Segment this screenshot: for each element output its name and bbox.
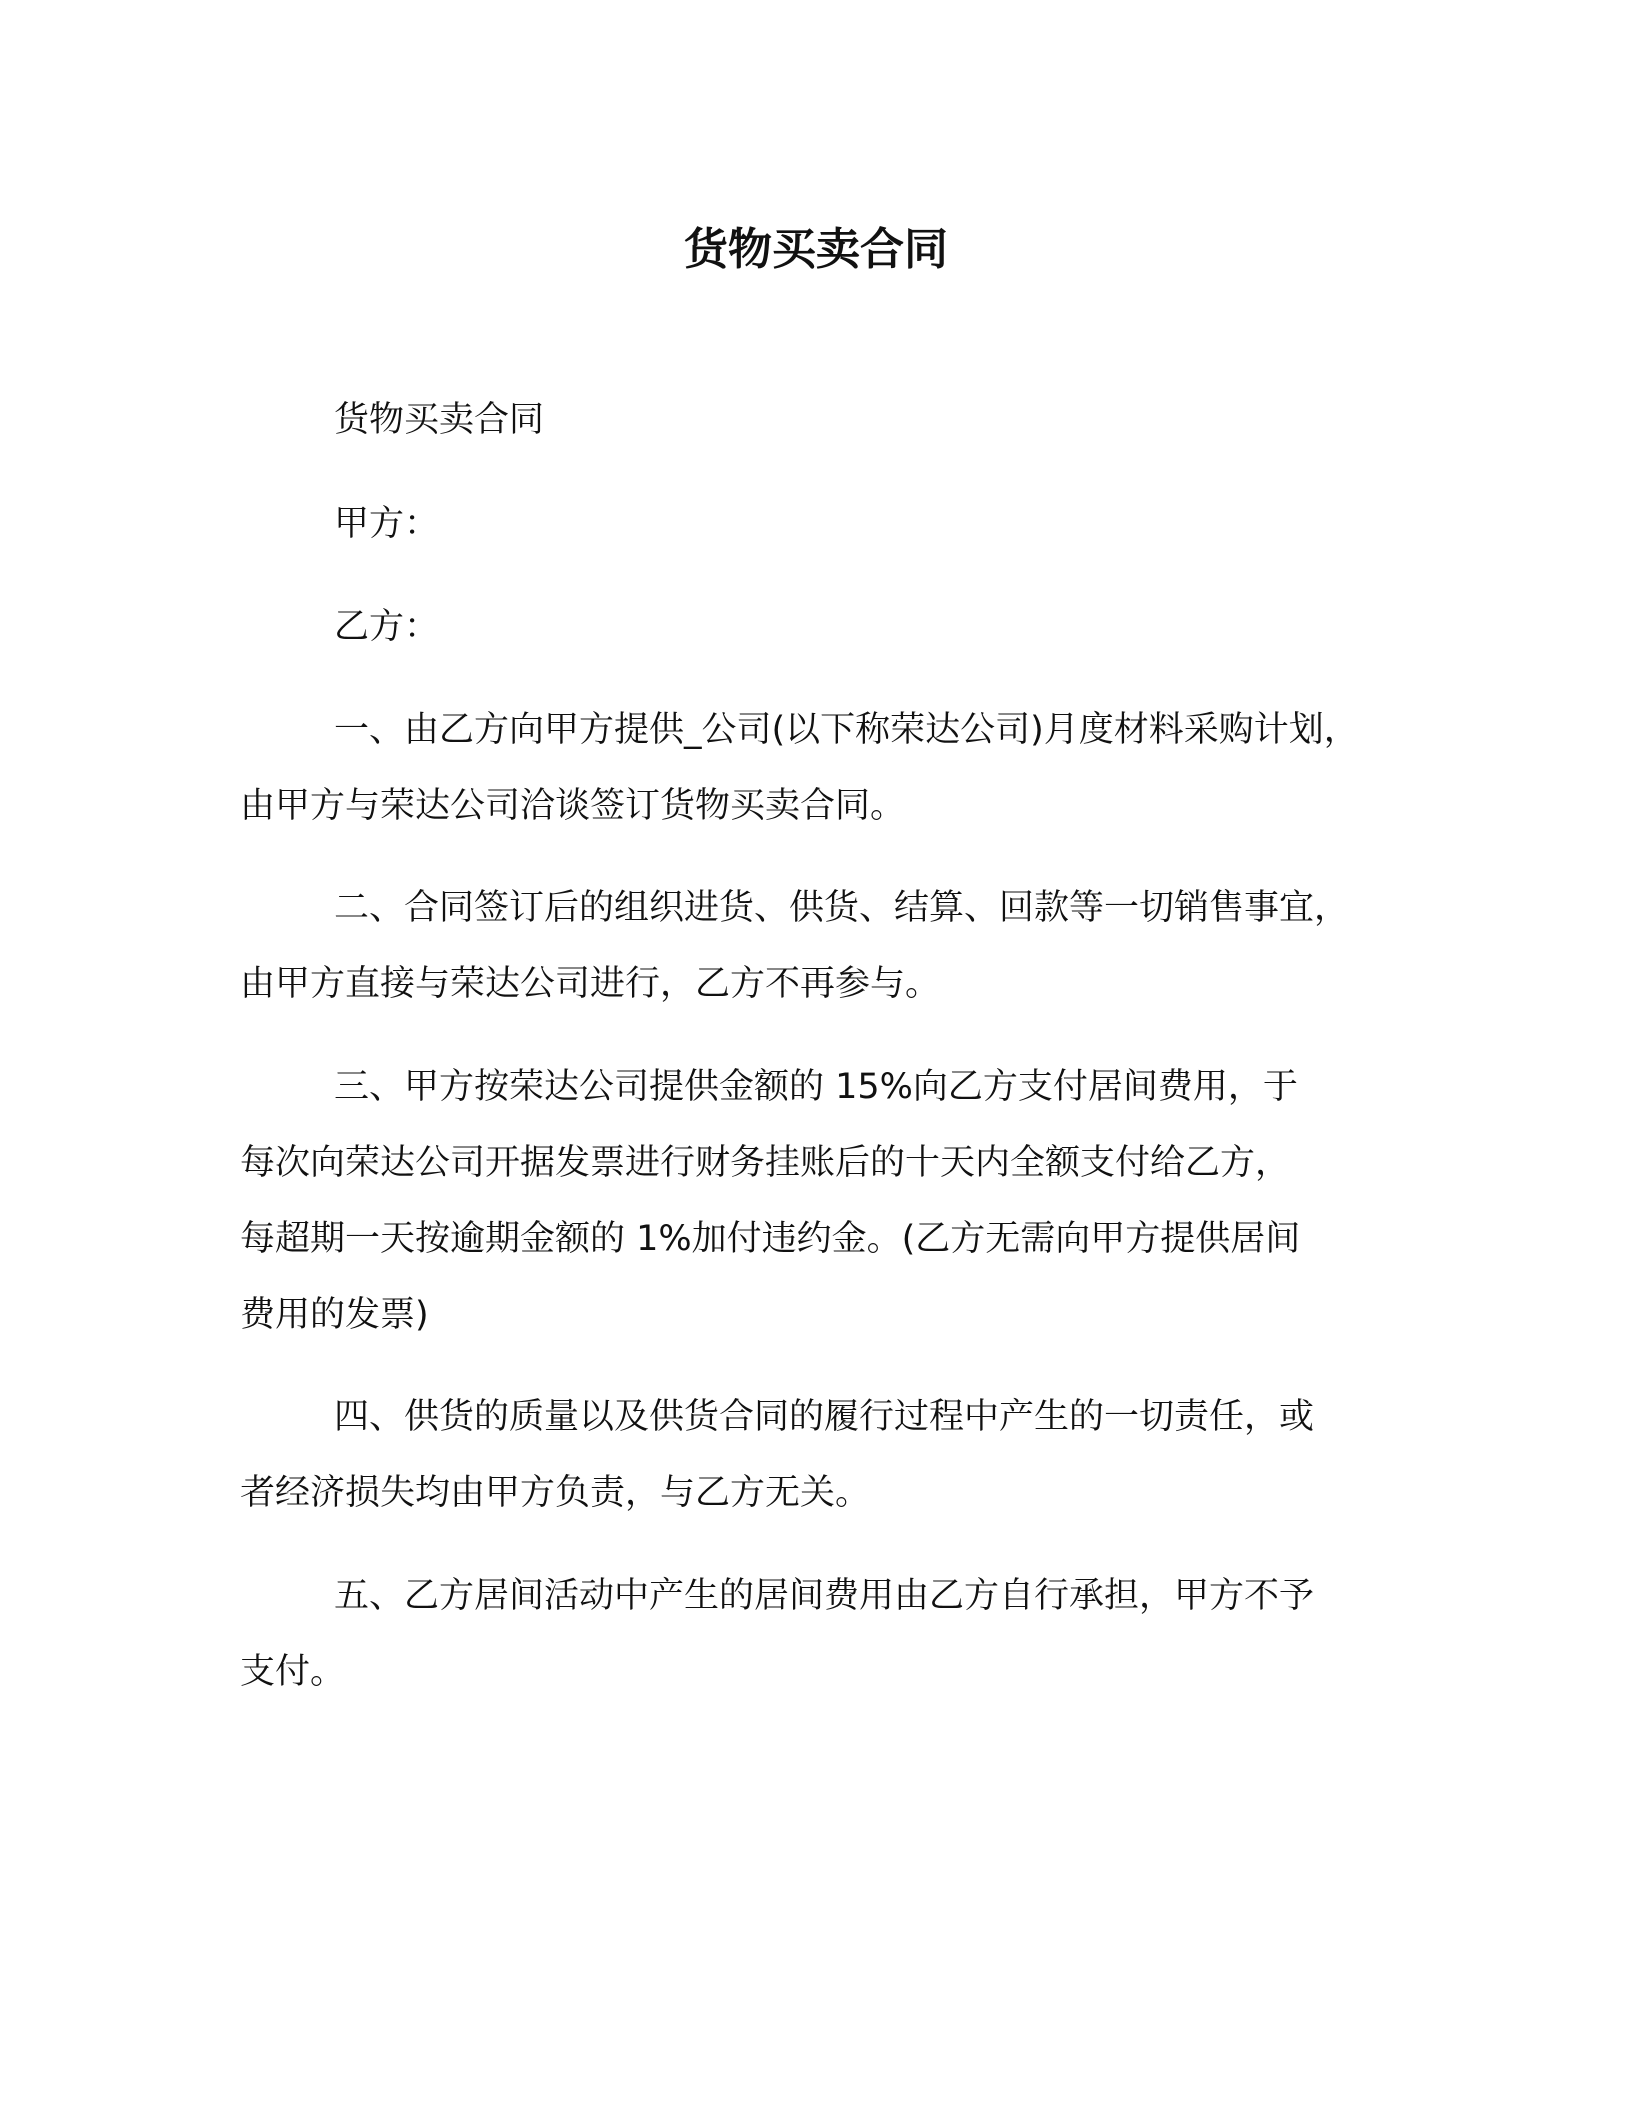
clause-1-line-1: 一、由乙方向甲方提供_公司(以下称荣达公司)月度材料采购计划， <box>334 710 1359 750</box>
clause-1-line-2: 由甲方与荣达公司洽谈签订货物买卖合同。 <box>240 786 906 826</box>
clause-4-line-2: 者经济损失均由甲方负责，与乙方无关。 <box>240 1473 871 1513</box>
party-a-label: 甲方： <box>334 504 440 544</box>
clause-3-line-2: 每次向荣达公司开据发票进行财务挂账后的十天内全额支付给乙方， <box>240 1143 1291 1183</box>
clause-2-line-1: 二、合同签订后的组织进货、供货、结算、回款等一切销售事宜， <box>334 888 1350 928</box>
clause-5-line-2: 支付。 <box>240 1652 346 1692</box>
clause-2-line-2: 由甲方直接与荣达公司进行，乙方不再参与。 <box>240 964 941 1004</box>
contract-heading: 货物买卖合同 <box>334 400 545 440</box>
clause-4-line-1: 四、供货的质量以及供货合同的履行过程中产生的一切责任，或 <box>334 1397 1315 1437</box>
clause-3-line-4: 费用的发票) <box>240 1295 429 1335</box>
party-b-label: 乙方： <box>334 607 440 647</box>
clause-3-line-1: 三、甲方按荣达公司提供金额的 15%向乙方支付居间费用，于 <box>334 1067 1298 1107</box>
clause-3-line-3: 每超期一天按逾期金额的 1%加付违约金。(乙方无需向甲方提供居间 <box>240 1219 1301 1259</box>
clause-5-line-1: 五、乙方居间活动中产生的居间费用由乙方自行承担，甲方不予 <box>334 1576 1315 1616</box>
document-title: 货物买卖合同 <box>684 224 948 275</box>
